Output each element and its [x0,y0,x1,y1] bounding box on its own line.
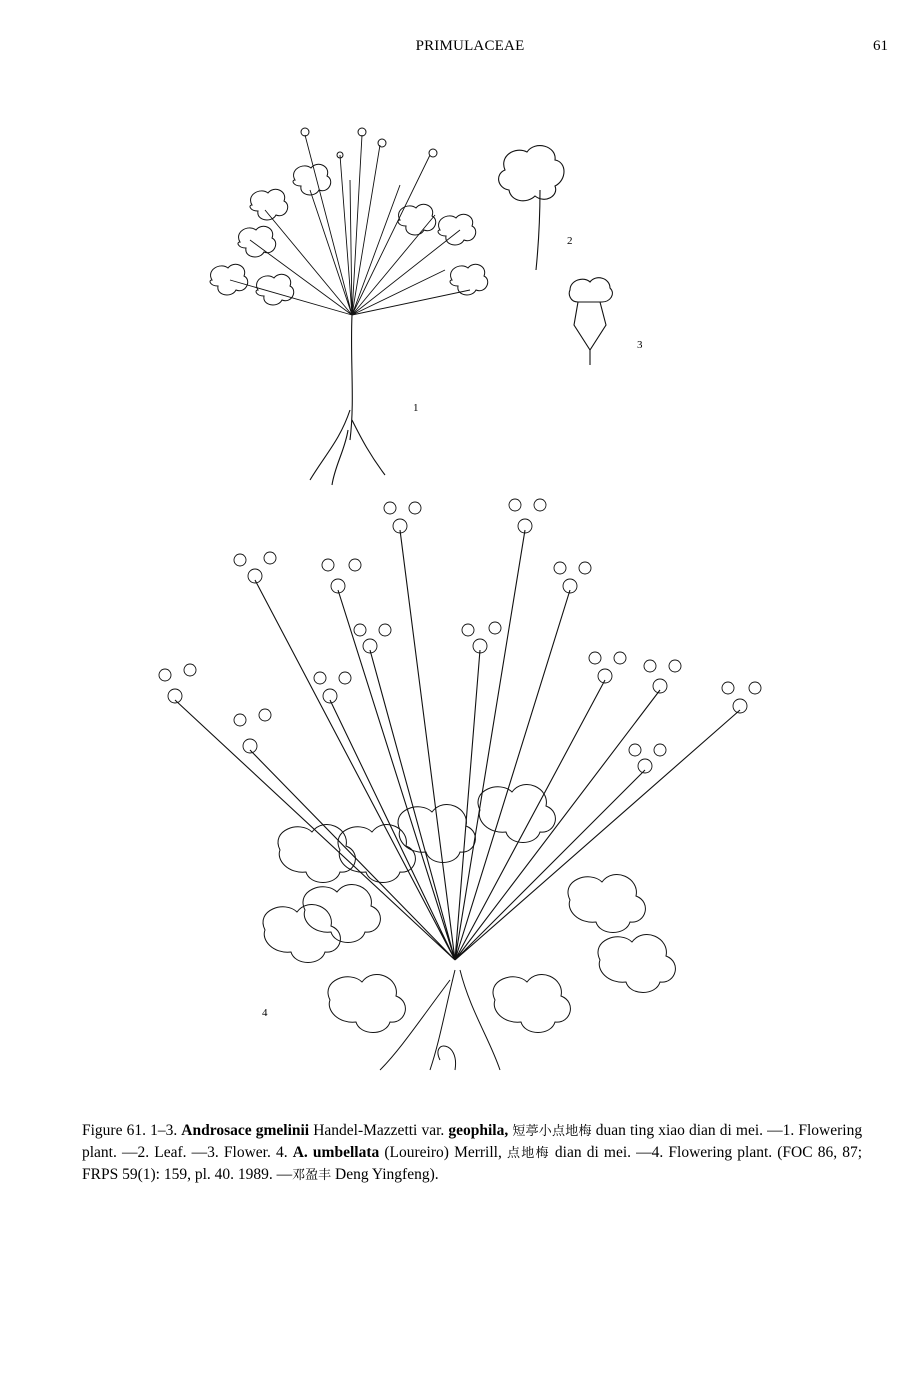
illustration-svg [100,110,860,1085]
caption-figure-number: Figure 61. [82,1122,146,1139]
panel-3-flower-drawing [569,278,612,365]
caption-panel-range: 1–3. [150,1122,178,1139]
botanical-illustration [100,110,860,1085]
panel-label-3: 3 [637,339,643,351]
caption-chinese-name-2: 点地梅 [507,1146,550,1161]
caption-species-1: Androsace gmelinii [181,1122,310,1139]
caption-chinese-name-1: 短葶小点地梅 [512,1124,592,1139]
panel-label-1: 1 [413,402,419,414]
caption-pinyin-1: duan ting xiao dian di mei. —1. Flowering plant. —2. Leaf. —3. Flower. 4. [82,1122,863,1161]
caption-variety-1: geophila, [448,1122,509,1139]
running-title: PRIMULACEAE [415,38,525,54]
page-number: 61 [873,38,888,54]
caption-artist-name: Deng Yingfeng). [335,1166,439,1183]
caption-pinyin-2: dian di mei. —4. Flowering plant. (FOC 86, 87; FRPS 59(1): 159, pl. 40. 1989. — [82,1144,863,1183]
panel-2-leaf-drawing [499,146,564,270]
panel-label-2: 2 [567,235,573,247]
panel-4-plant-drawing [159,499,761,1070]
figure-caption [82,1120,862,1186]
caption-artist-chinese-name: 邓盈丰 [292,1168,332,1183]
running-head [0,38,920,58]
caption-species-2: A. umbellata [292,1144,380,1161]
caption-author-1: Handel-Mazzetti var. [313,1122,445,1139]
panel-label-4: 4 [262,1007,268,1019]
panel-1-plant-drawing [210,128,488,485]
caption-author-2: (Loureiro) Merrill, [384,1144,502,1161]
